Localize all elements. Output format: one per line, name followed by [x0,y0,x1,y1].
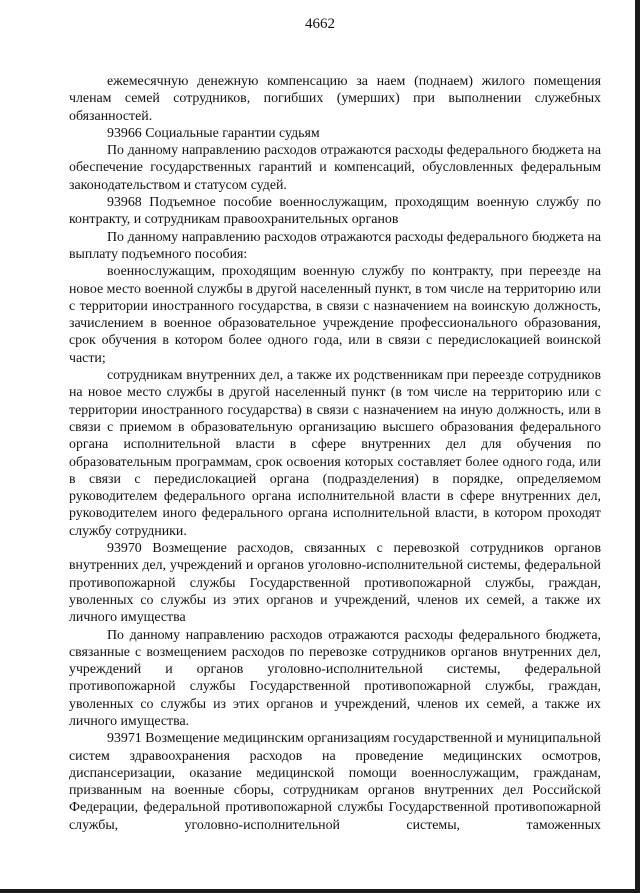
scan-edge-right [635,0,640,893]
section-heading-93971: 93971 Возмещение медицинским организациям государственной и муниципальной систем здравоохранения расходов на проведение медицинских осмотров, диспансеризации, оказание медицинской помощи военнослужащим, гражданам, призванным на военные сборы, сотрудникам органов внутренних дел Российской Федерации, федеральной противопожарной службы Государственной противопожарной службы, уголовно-исполнительной системы, таможенных [69,731,601,833]
section-heading-93966: 93966 Социальные гарантии судьям [107,125,320,141]
scan-edge-bottom [0,889,640,893]
paragraph-93968-description: По данному направлению расходов отражаются расходы федерального бюджета на выплату подъемного пособия: [69,229,601,262]
document-body [69,73,601,834]
section-heading-93970: 93970 Возмещение расходов, связанных с перевозкой сотрудников органов внутренних дел, учреждений и органов уголовно-исполнительной системы, федеральной противопожарной службы Государственной противопожарной службы, граждан, уволенных со службы из этих органов и учреждений, членов их семей, а также их личного имущества [69,541,601,626]
paragraph-93970-description: По данному направлению расходов отражаются расходы федерального бюджета, связанные с возмещением расходов по перевозке сотрудников органов внутренних дел, учреждений и органов уголовно-исполнительной системы, федеральной противопожарной службы Государственной противопожарной службы, граждан, уволенных со службы из этих органов и учреждений, членов их семей, а также их личного имущества. [69,627,601,729]
paragraph-93968-internal-affairs: сотрудникам внутренних дел, а также их родственникам при переезде сотрудников на новое место службы в другой населенный пункт (в том числе на территорию или с территории иностранного государства) в связи с назначением на иную должность, или в связи с приемом в образовательную организацию высшего образования федерального органа исполнительной власти в сфере внутренних дел для обучения по образовательным программам, срок освоения которых составляет более одного года, или в связи с передислокацией органа (подразделения) в порядке, определяемом руководителем федерального органа исполнительной власти в сфере внутренних дел, руководителем иного федерального органа исполнительной власти, в котором проходят службу сотрудники. [69,368,601,539]
section-heading-93968: 93968 Подъемное пособие военнослужащим, проходящим военную службу по контракту, и сотрудникам правоохранительных органов [69,195,601,228]
paragraph-continuation: ежемесячную денежную компенсацию за наем (поднаем) жилого помещения членам семей сотрудников, погибших (умерших) при выполнении служебных обязанностей. [69,74,601,124]
paragraph-93968-military: военнослужащим, проходящим военную службу по контракту, при переезде на новое место военной службы в другой населенный пункт, в том числе на территорию или с территории иностранного государства, в связи с назначением на воинскую должность, зачислением в военное образовательное учреждение профессионального образования, срок обучения в котором более одного года, или в связи с передислокацией воинской части; [69,264,601,366]
paragraph-93966-description: По данному направлению расходов отражаются расходы федерального бюджета на обеспечение государственных гарантий и компенсаций, обусловленных федеральным законодательством и статусом судей. [69,143,601,193]
page-number: 4662 [305,16,335,32]
